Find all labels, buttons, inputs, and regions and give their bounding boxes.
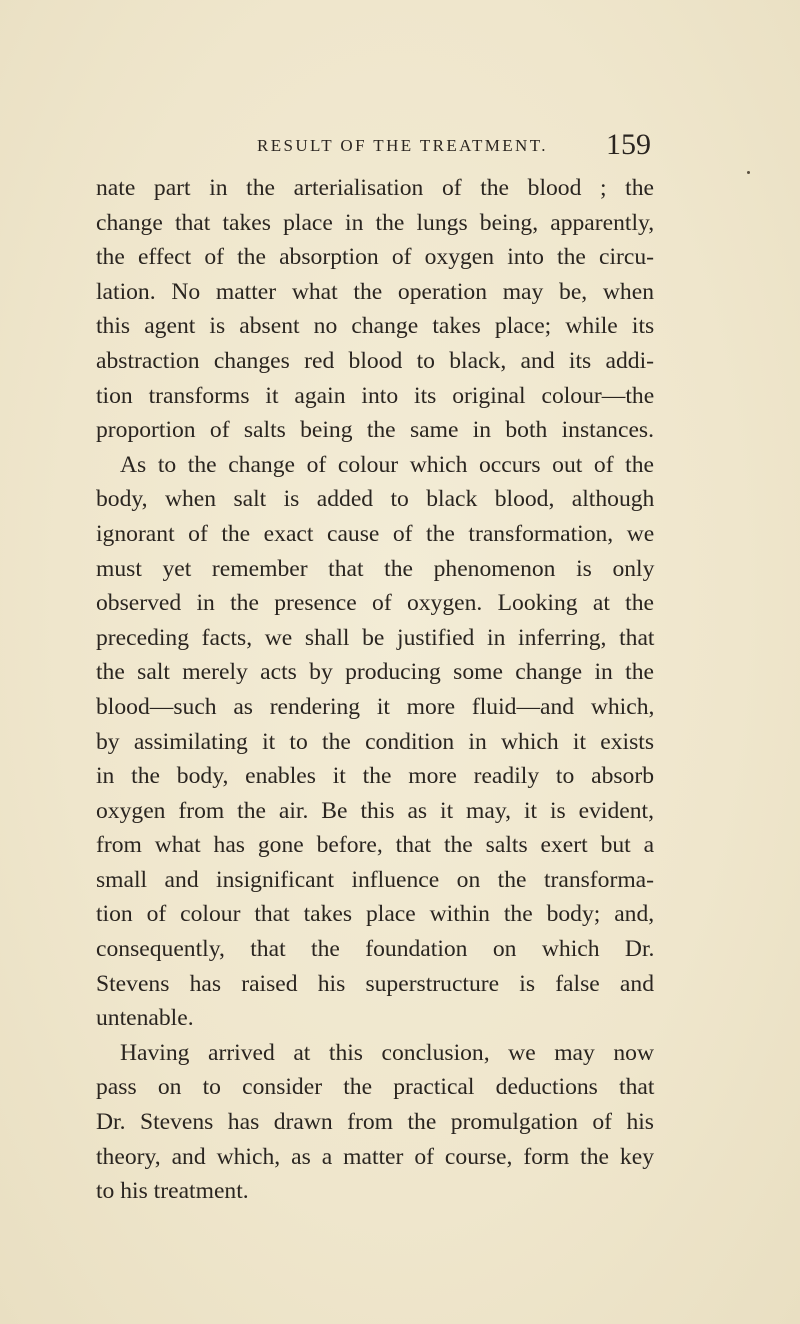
text-line: Dr. Stevens has drawn from the promulgation of his: [96, 1109, 654, 1136]
text-line: nate part in the arterialisation of the blood ; the: [96, 175, 654, 201]
text-line: change that takes place in the lungs being, apparently,: [96, 209, 655, 236]
text-line: by assimilating it to the condition in which it exists: [96, 728, 654, 755]
running-title: RESULT OF THE TREATMENT.: [257, 136, 548, 155]
text-line: from what has gone before, that the salts exert but a: [96, 832, 655, 859]
text-line: observed in the presence of oxygen. Looking at the: [96, 590, 654, 617]
text-line: the effect of the absorption of oxygen into the circu-: [96, 244, 654, 271]
text-line: preceding facts, we shall be justified in inferring, that: [96, 624, 655, 651]
text-line: oxygen from the air. Be this as it may, it is evident,: [96, 797, 654, 824]
page-number: 159: [606, 128, 651, 161]
text-line: tion transforms it again into its original colour—the: [96, 382, 655, 409]
text-line: this agent is absent no change takes place; while its: [96, 313, 655, 340]
text-line: theory, and which, as a matter of course, form the key: [96, 1143, 654, 1170]
body-text: [96, 171, 654, 1209]
text-line: ignorant of the exact cause of the transformation, we: [96, 520, 655, 547]
text-line: pass on to consider the practical deductions that: [96, 1074, 655, 1101]
running-head: [0, 128, 800, 164]
text-line: the salt merely acts by producing some change in the: [96, 659, 654, 686]
text-line: to his treatment.: [96, 1178, 249, 1205]
text-line: abstraction changes red blood to black, and its addi-: [96, 347, 654, 374]
text-line: Stevens has raised his superstructure is false and: [96, 970, 654, 997]
text-line: untenable.: [96, 1005, 194, 1032]
paragraph-3: [96, 1036, 654, 1209]
ink-speck: [747, 171, 750, 174]
text-line: small and insignificant influence on the transforma-: [96, 866, 654, 893]
text-line: As to the change of colour which occurs out of the: [120, 451, 654, 478]
text-line: tion of colour that takes place within the body; and,: [96, 901, 655, 928]
paragraph-2: [96, 448, 654, 1036]
text-line: body, when salt is added to black blood, although: [96, 486, 655, 513]
text-line: consequently, that the foundation on which Dr.: [96, 936, 655, 963]
text-line: blood—such as rendering it more fluid—and which,: [96, 693, 655, 720]
text-line: must yet remember that the phenomenon is only: [96, 555, 655, 582]
text-line: Having arrived at this conclusion, we may now: [120, 1039, 654, 1066]
text-line: in the body, enables it the more readily to absorb: [96, 763, 654, 790]
paragraph-1: [96, 171, 654, 448]
text-line: lation. No matter what the operation may be, when: [96, 278, 654, 305]
text-line: proportion of salts being the same in both instances.: [96, 417, 654, 444]
